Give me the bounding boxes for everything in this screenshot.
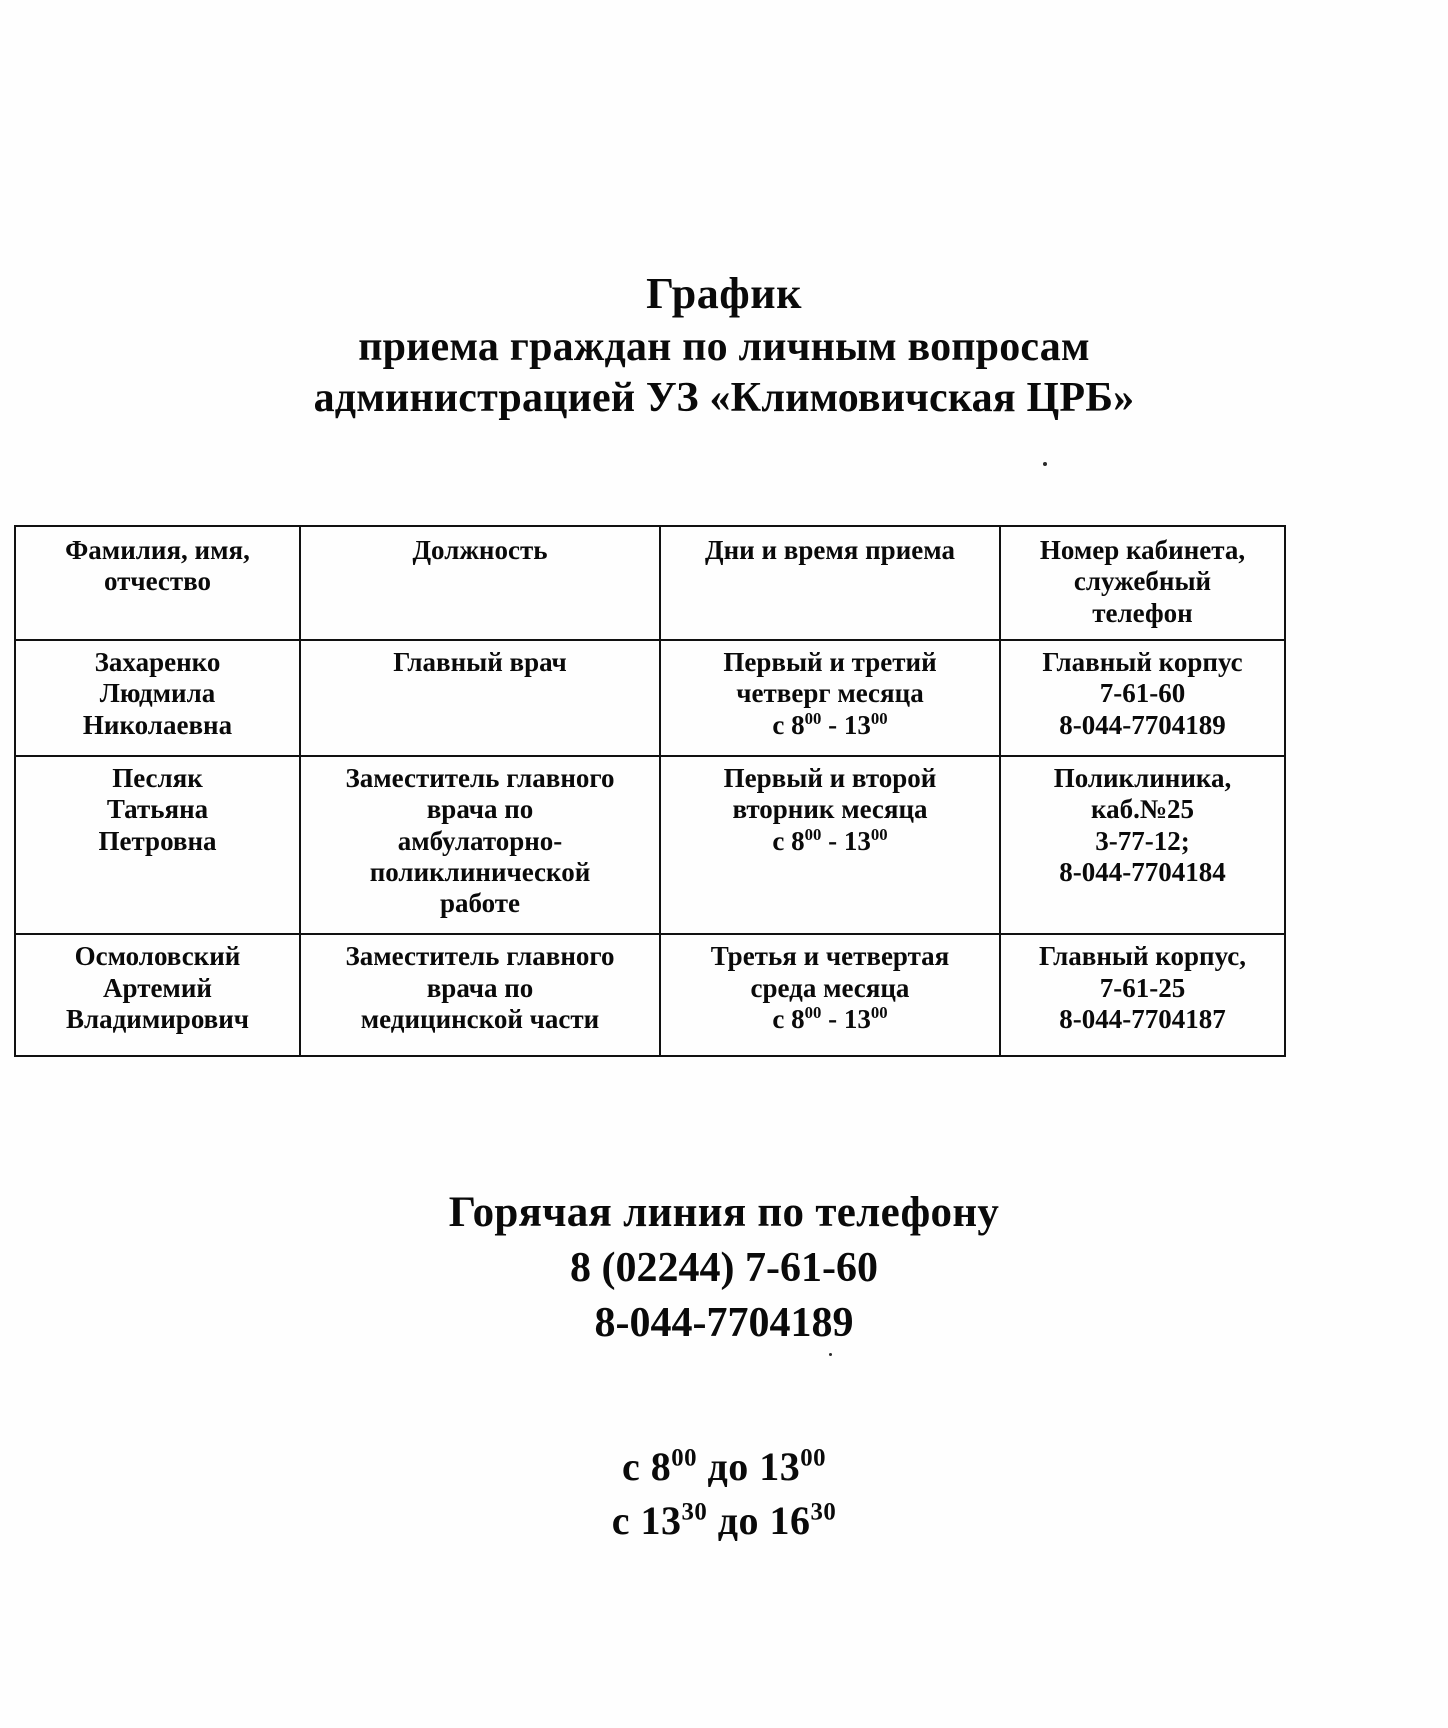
days-line: среда месяца [750,972,910,1003]
office-line: Главный корпус, [1039,941,1246,972]
table-row [15,756,1285,935]
hours-start-minutes: 00 [671,1444,698,1472]
cell-position [300,934,660,1056]
phone-line: 3-77-12; [1095,825,1190,856]
table-body [15,640,1285,1057]
time-end: - 13 [821,825,871,856]
position-line: медицинской части [360,1004,600,1035]
cell-days-time [660,640,1000,756]
hotline-block [0,1185,1448,1352]
name-line: Артемий [103,972,212,1003]
days-line: вторник месяца [732,794,928,825]
days-line: Первый и третий [723,646,937,677]
time-end: - 13 [821,1004,871,1035]
time-start-minutes: 00 [804,708,822,728]
position-line: поликлинической [369,856,591,887]
office-line: Главный корпус [1042,646,1243,677]
cell-position [300,640,660,756]
time-start: с 8 [772,1004,805,1035]
table-row [15,640,1285,756]
working-hours-block [0,1440,1448,1548]
time-start-minutes: 00 [804,824,822,844]
page-subtitle-line-2: администрацией УЗ «Климовичская ЦРБ» [313,375,1135,422]
name-line: Владимирович [65,1004,250,1035]
hours-start: с 8 [621,1444,672,1489]
column-header-name [15,526,300,640]
scan-speck [1043,462,1047,466]
phone-line: 8-044-7704187 [1059,1004,1226,1035]
time-start: с 8 [772,825,805,856]
hours-separator: до 16 [707,1498,811,1543]
time-end: - 13 [821,709,871,740]
phone-line: 7-61-60 [1099,678,1186,709]
hotline-title: Горячая линия по телефону [448,1189,1000,1236]
column-header-days-time-line-1: Дни и время приема [705,535,955,565]
cell-position [300,756,660,935]
column-header-office-line-3: телефон [1092,597,1193,628]
page-subtitle-line-1: приема граждан по личным вопросам [358,323,1090,370]
phone-line: 8-044-7704184 [1059,856,1226,887]
table-header [15,526,1285,640]
cell-office-phone [1000,756,1285,935]
name-line: Осмоловский [74,941,241,972]
name-line: Захаренко [94,646,221,677]
schedule-table-container [14,525,1246,1057]
hours-end-minutes: 30 [810,1498,837,1526]
working-hours-line-2 [0,1494,1448,1548]
column-header-office-line-2: служебный [1073,566,1212,597]
time-end-minutes: 00 [870,1003,888,1023]
hotline-phone-secondary: 8-044-7704189 [594,1300,854,1347]
document-title-block [0,268,1448,424]
position-line: Заместитель главного [345,762,615,793]
time-start: с 8 [772,709,805,740]
time-start-minutes: 00 [804,1003,822,1023]
office-line: каб.№25 [1090,794,1195,825]
column-header-office-line-1: Номер кабинета, [1039,535,1246,565]
position-line: работе [439,888,521,919]
position-line: Главный врач [393,646,567,677]
name-line: Николаевна [82,709,233,740]
name-line: Людмила [99,678,216,709]
page-title: График [646,269,802,318]
hours-separator: до 13 [697,1444,801,1489]
scan-speck [829,1353,832,1356]
table-header-row [15,526,1285,640]
column-header-name-line-2: отчество [103,566,212,597]
days-line: Первый и второй [723,762,937,793]
phone-line: 7-61-25 [1099,972,1186,1003]
phone-line: 8-044-7704189 [1059,709,1226,740]
column-header-office-phone [1000,526,1285,640]
reception-time [665,826,995,857]
position-line: Заместитель главного [345,941,615,972]
hotline-phone-primary: 8 (02244) 7-61-60 [570,1244,878,1291]
office-line: Поликлиника, [1053,762,1232,793]
time-end-minutes: 00 [870,824,888,844]
cell-name [15,756,300,935]
cell-days-time [660,756,1000,935]
reception-time [665,1004,995,1035]
position-line: амбулаторно- [397,825,563,856]
cell-days-time [660,934,1000,1056]
position-line: врача по [426,794,534,825]
days-line: четверг месяца [736,678,924,709]
table-row [15,934,1285,1056]
cell-office-phone [1000,934,1285,1056]
hours-end-minutes: 00 [800,1444,827,1472]
name-line: Петровна [98,825,217,856]
name-line: Татьяна [106,794,209,825]
cell-name [15,640,300,756]
name-line: Песляк [112,762,203,793]
column-header-position-line-1: Должность [412,535,548,565]
column-header-position [300,526,660,640]
time-end-minutes: 00 [870,708,888,728]
reception-time [665,710,995,741]
position-line: врача по [426,972,534,1003]
working-hours-line-1 [0,1440,1448,1494]
days-line: Третья и четвертая [710,941,950,972]
column-header-days-time [660,526,1000,640]
hours-start-minutes: 30 [681,1498,708,1526]
column-header-name-line-1: Фамилия, имя, [65,535,250,565]
cell-name [15,934,300,1056]
cell-office-phone [1000,640,1285,756]
schedule-table [14,525,1286,1057]
hours-start: с 13 [611,1498,682,1543]
